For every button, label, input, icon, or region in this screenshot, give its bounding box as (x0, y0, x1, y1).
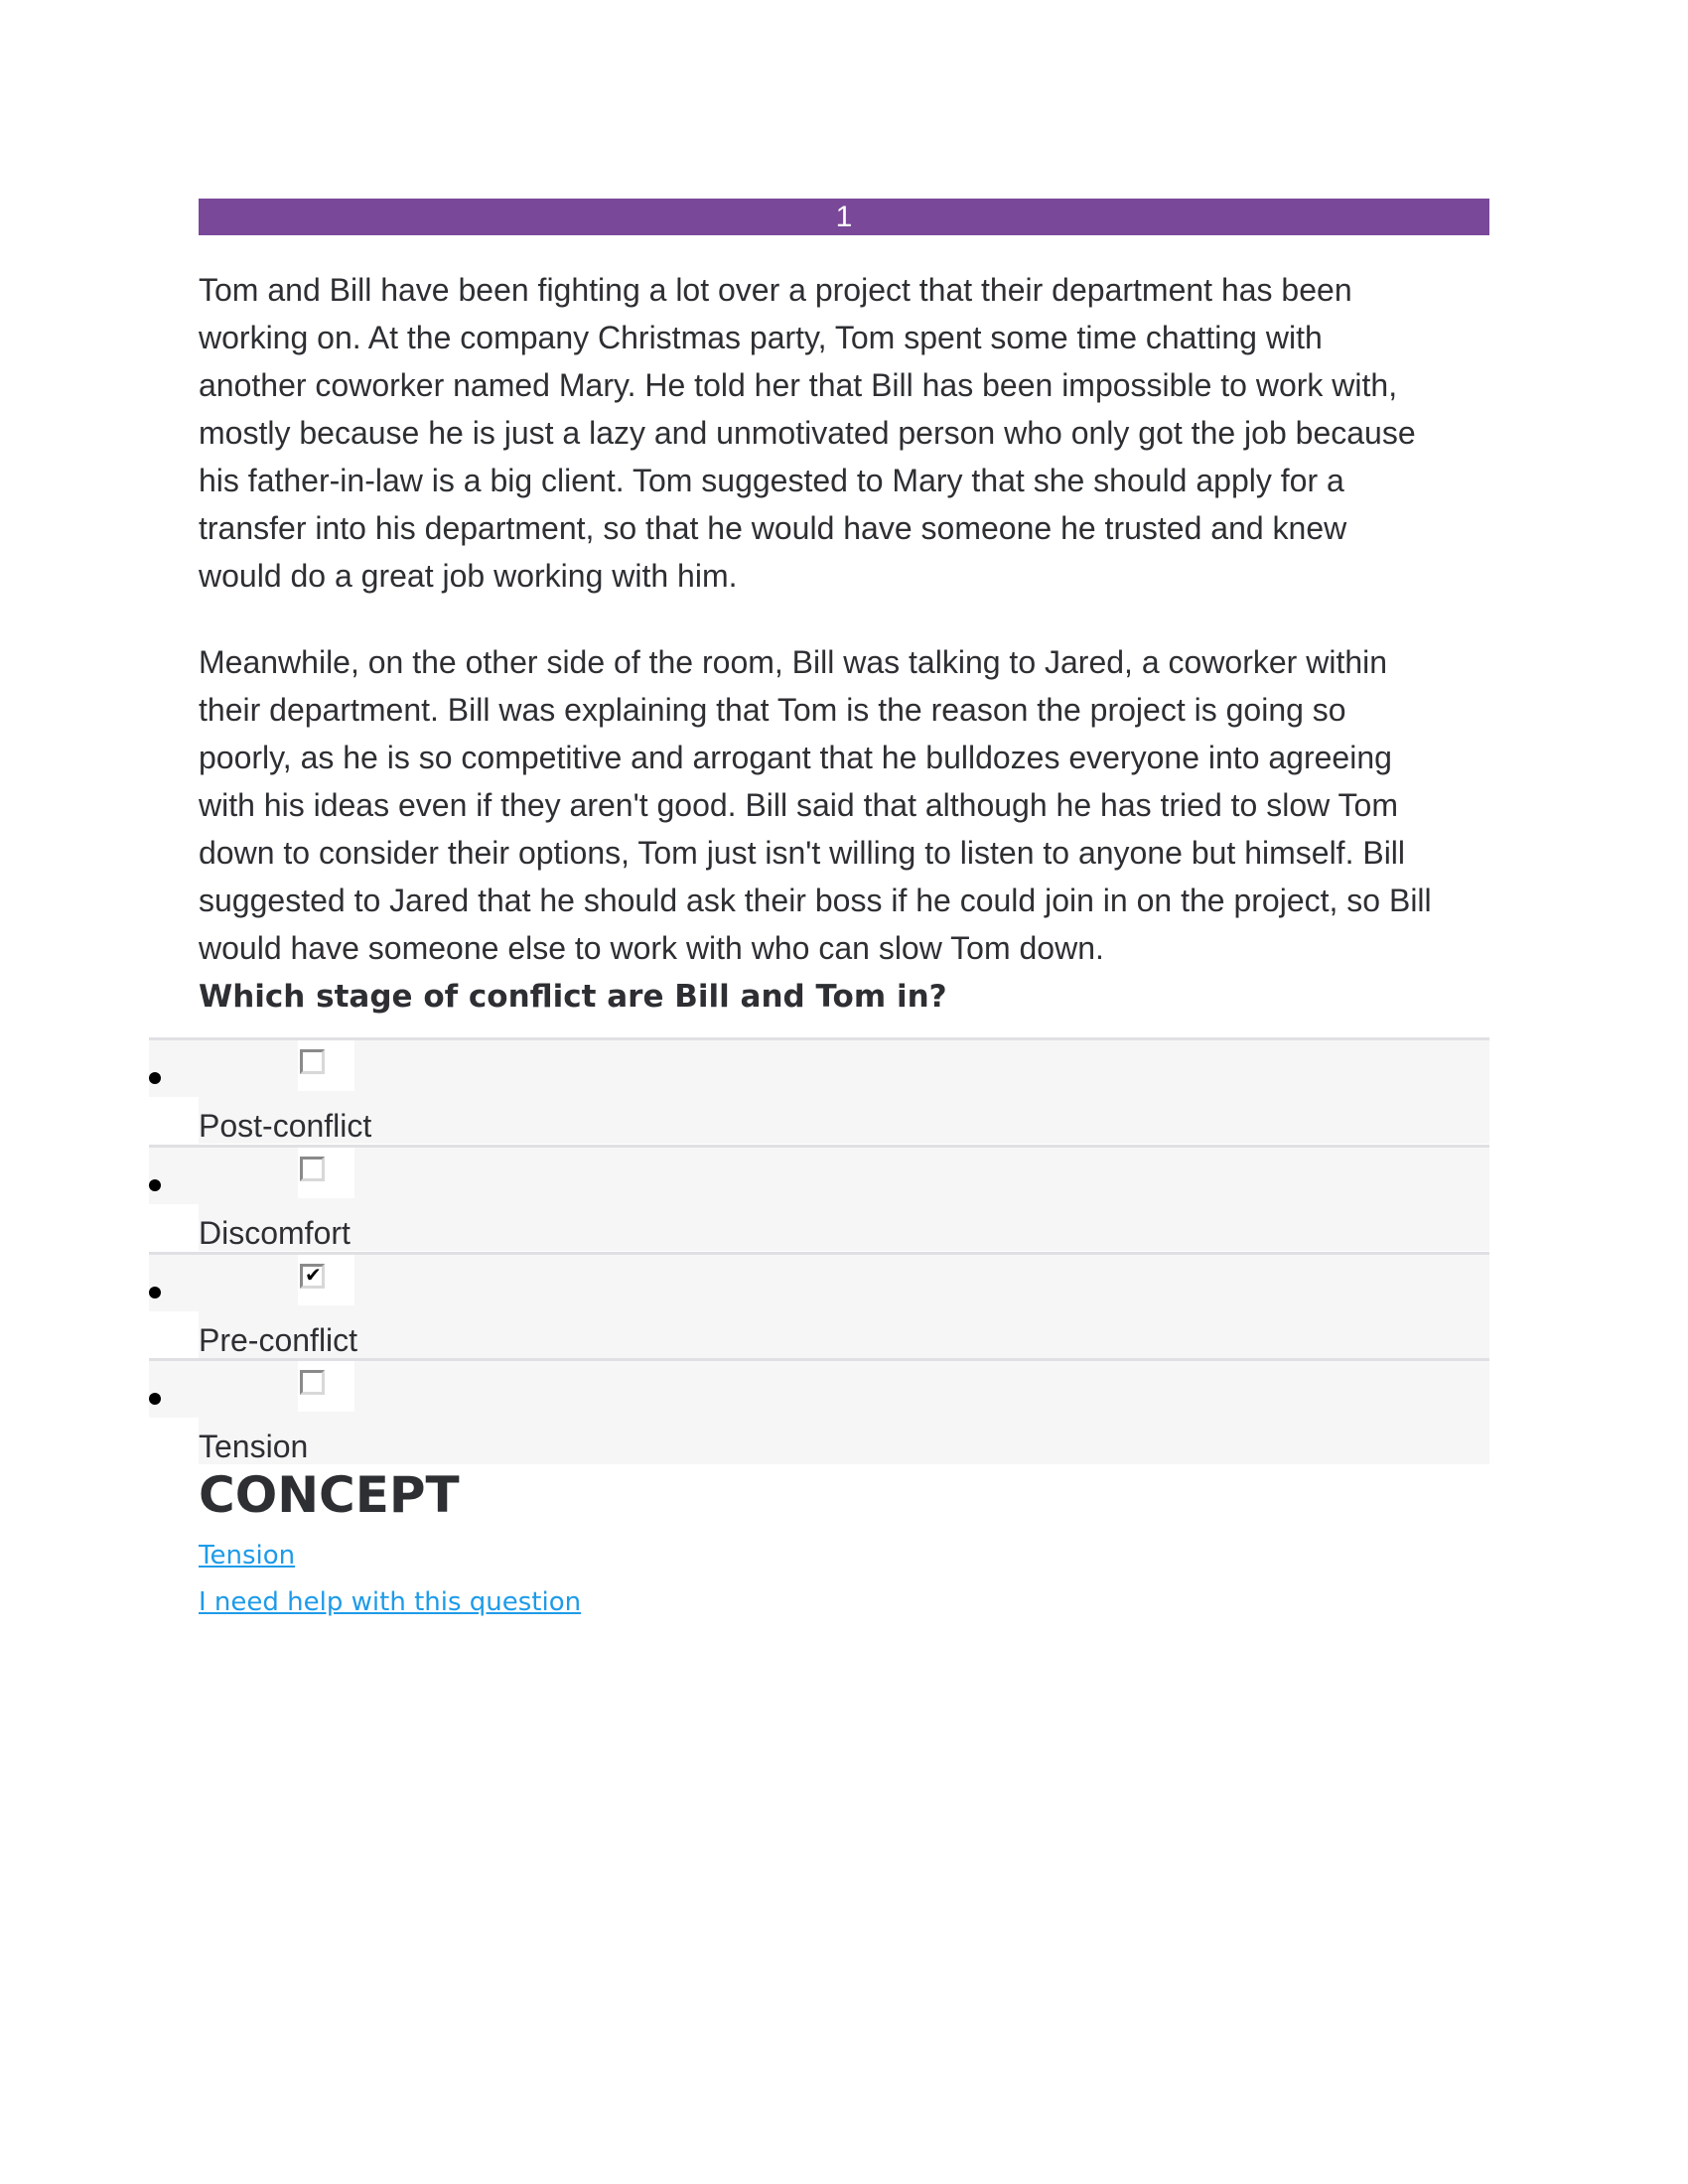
help-link[interactable]: I need help with this question (199, 1587, 582, 1617)
bullet-icon (149, 1072, 161, 1084)
passage-line: Meanwhile, on the other side of the room, Bill was talking to Jared, a coworker within (199, 644, 1388, 680)
question-prompt: Which stage of conflict are Bill and Tom in? (199, 979, 947, 1015)
passage-line: transfer into his department, so that he would have someone he trusted and knew (199, 510, 1347, 546)
option-label[interactable]: Discomfort (199, 1215, 351, 1251)
passage-line: down to consider their options, Tom just isn't willing to listen to anyone but himself. Bill (199, 835, 1406, 871)
passage-line: suggested to Jared that he should ask their boss if he could join in on the project, so Bill (199, 883, 1432, 918)
option-label[interactable]: Post-conflict (199, 1108, 372, 1144)
concept-link-tension[interactable]: Tension (199, 1541, 296, 1570)
bullet-icon (149, 1393, 161, 1405)
bullet-icon (149, 1287, 161, 1298)
passage-line: poorly, as he is so competitive and arrogant that he bulldozes everyone into agreeing (199, 740, 1392, 775)
option-checkbox-post-conflict[interactable] (300, 1049, 325, 1074)
passage-line: another coworker named Mary. He told her that Bill has been impossible to work with, (199, 367, 1398, 403)
passage-paragraph-1 (199, 266, 1509, 600)
option-label[interactable]: Pre-conflict (199, 1322, 358, 1358)
checkmark-icon: ✔ (305, 1263, 322, 1287)
option-checkbox-tension[interactable] (300, 1370, 325, 1395)
option-row-tension[interactable] (149, 1358, 1489, 1464)
option-row-discomfort[interactable] (149, 1145, 1489, 1251)
passage-line: mostly because he is just a lazy and unmotivated person who only got the job because (199, 415, 1416, 451)
option-label[interactable]: Tension (199, 1429, 309, 1464)
concept-heading: CONCEPT (199, 1466, 460, 1524)
option-checkbox-pre-conflict[interactable] (300, 1264, 325, 1289)
passage-line: would have someone else to work with who can slow Tom down. (199, 930, 1104, 966)
passage-line: his father-in-law is a big client. Tom suggested to Mary that she should apply for a (199, 463, 1344, 498)
passage-line: Tom and Bill have been fighting a lot over a project that their department has been (199, 272, 1352, 308)
bullet-icon (149, 1179, 161, 1191)
option-row-pre-conflict[interactable] (149, 1252, 1489, 1358)
passage-paragraph-2 (199, 638, 1509, 972)
option-checkbox-discomfort[interactable] (300, 1157, 325, 1181)
option-row-post-conflict[interactable] (149, 1037, 1489, 1144)
passage-line: with his ideas even if they aren't good. Bill said that although he has tried to slow Tom (199, 787, 1398, 823)
passage-line: would do a great job working with him. (199, 558, 738, 594)
passage-line: working on. At the company Christmas party, Tom spent some time chatting with (199, 320, 1323, 355)
question-number: 1 (835, 201, 853, 233)
passage-line: their department. Bill was explaining that Tom is the reason the project is going so (199, 692, 1346, 728)
question-number-bar (199, 199, 1489, 235)
